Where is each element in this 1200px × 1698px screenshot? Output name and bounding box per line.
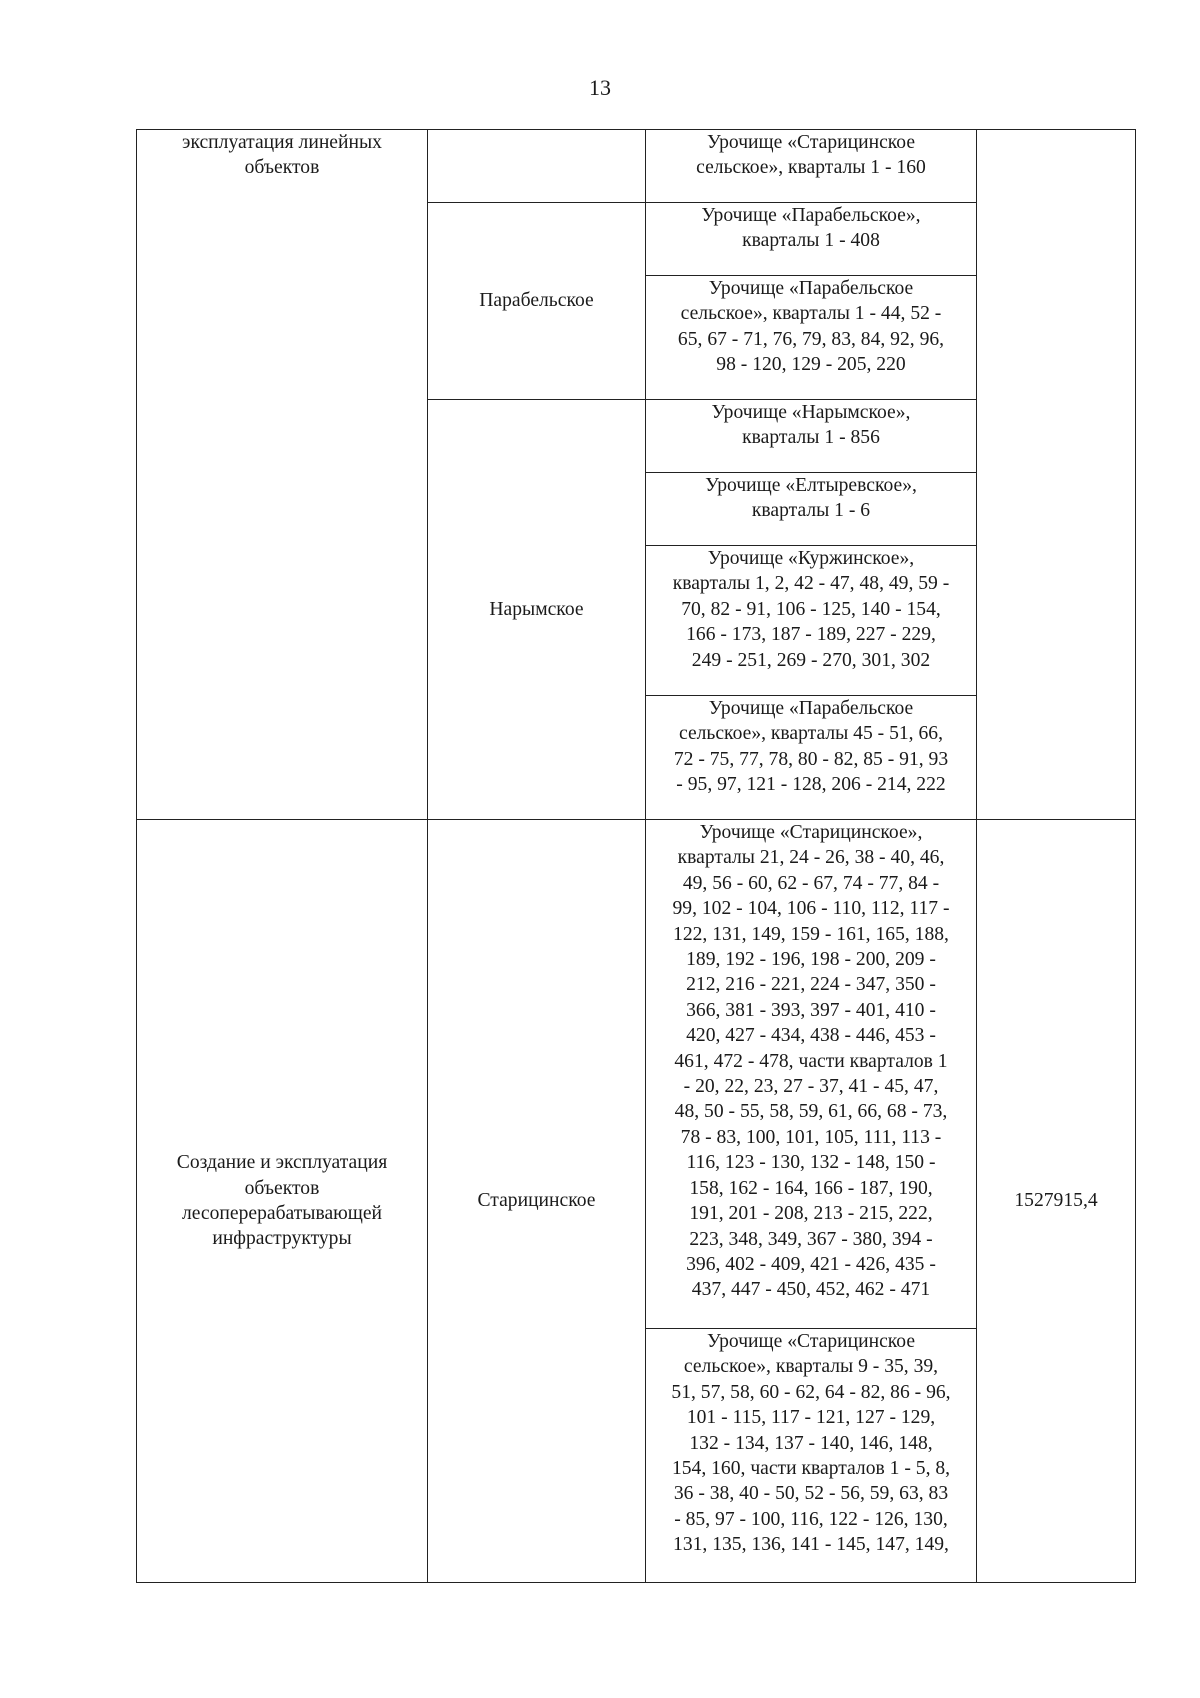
forestry-cell xyxy=(428,400,646,820)
forestry-name: Парабельское xyxy=(479,290,594,312)
location-text: Урочище «Парабельское», кварталы 1 - 408 xyxy=(701,205,921,252)
purpose-cell xyxy=(137,130,428,820)
location-text: Урочище «Парабельское сельское», кварталы 45 - 51, 66, 72 - 75, 77, 78, 80 - 82, 85 - 91, 93 - 95, 97, 121 - 128, 206 - 214, 222 xyxy=(673,698,949,796)
location-text: Урочище «Старицинское», кварталы 21, 24 - 26, 38 - 40, 46, 49, 56 - 60, 62 - 67, 74 - 77, 84 - 99, 102 - 104, 106 - 110, 112, 117 - 122, 131, 149, 159 - 161, 165, 188, 189, 192 - 196, 198 - 200, 209 - 212, 216 - 221, 224 - 347, 350 - 366, 381 - 393, 397 - 401, 410 - 420, 427 - 434, 438 - 446, 453 - 461, 472 - 478, части кварталов 1 - 20, 22, 23, 27 - 37, 41 - 45, 47, 48, 50 - 55, 58, 59, 61, 66, 68 - 73, 78 - 83, 100, 101, 105, 111, 113 - 116, 123 - 130, 132 - 148, 150 - 158, 162 - 164, 166 - 187, 190, 191, 201 - 208, 213 - 215, 222, 223, 348, 349, 367 - 380, 394 - 396, 402 - 409, 421 - 426, 435 - 437, 447 - 450, 452, 462 - 471 xyxy=(672,822,950,1301)
page-number: 13 xyxy=(589,75,611,100)
location-text: Урочище «Старицинское сельское», кварталы 1 - 160 xyxy=(696,132,926,179)
area-cell xyxy=(977,130,1136,820)
location-text: Урочище «Куржинское», кварталы 1, 2, 42 - 47, 48, 49, 59 - 70, 82 - 91, 106 - 125, 140 - 154, 166 - 173, 187 - 189, 227 - 229, 249 - 251, 269 - 270, 301, 302 xyxy=(672,548,950,671)
table-row xyxy=(137,130,1136,203)
forestry-cell xyxy=(428,820,646,1583)
area-cell xyxy=(977,820,1136,1583)
area-value: 1527915,4 xyxy=(1014,1190,1098,1212)
location-text: Урочище «Елтыревское», кварталы 1 - 6 xyxy=(705,475,917,522)
purpose-text: эксплуатация линейных объектов xyxy=(182,132,382,179)
location-text: Урочище «Парабельское сельское», кварталы 1 - 44, 52 - 65, 67 - 71, 76, 79, 83, 84, 92, 96, 98 - 120, 129 - 205, 220 xyxy=(677,278,945,376)
forestry-name: Нарымское xyxy=(489,598,584,620)
location-cell xyxy=(646,820,977,1329)
location-cell xyxy=(646,696,977,820)
forestry-cell xyxy=(428,130,646,203)
location-cell xyxy=(646,473,977,546)
purpose-cell xyxy=(137,820,428,1583)
forestry-cell xyxy=(428,203,646,400)
forestry-name: Старицинское xyxy=(477,1190,596,1212)
location-cell xyxy=(646,546,977,696)
location-text: Урочище «Нарымское», кварталы 1 - 856 xyxy=(711,402,911,449)
location-cell xyxy=(646,1329,977,1583)
location-cell xyxy=(646,400,977,473)
location-cell xyxy=(646,130,977,203)
forest-use-table xyxy=(136,129,1136,1583)
purpose-text: Создание и эксплуатация объектов лесоперерабатывающей инфраструктуры xyxy=(176,1152,388,1250)
table-row xyxy=(137,820,1136,1329)
location-cell xyxy=(646,276,977,400)
location-text: Урочище «Старицинское сельское», кварталы 9 - 35, 39, 51, 57, 58, 60 - 62, 64 - 82, 86 - 96, 101 - 115, 117 - 121, 127 - 129, 132 - 134, 137 - 140, 146, 148, 154, 160, части кварталов 1 - 5, 8, 36 - 38, 40 - 50, 52 - 56, 59, 63, 83 - 85, 97 - 100, 116, 122 - 126, 130, 131, 135, 136, 141 - 145, 147, 149, xyxy=(671,1331,951,1556)
location-cell xyxy=(646,203,977,276)
